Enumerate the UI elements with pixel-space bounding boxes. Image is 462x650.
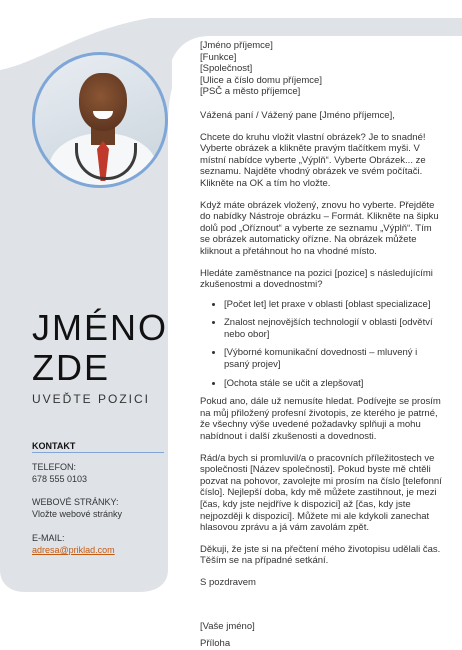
recipient-company[interactable]: [Společnost] bbox=[200, 63, 253, 75]
email-value[interactable] bbox=[32, 545, 115, 555]
phone-value[interactable]: 678 555 0103 bbox=[32, 474, 88, 484]
list-item[interactable]: • Znalost nejnovějších technologií v oblasti [odvětví nebo obor] bbox=[224, 317, 442, 340]
applicant-name[interactable] bbox=[32, 308, 182, 388]
paragraph-6[interactable]: Děkuji, že jste si na přečtení mého životopisu udělali čas. Těším se na případné setkání. bbox=[200, 543, 441, 567]
salutation[interactable]: Vážená paní / Vážený pane [Jméno příjemce], bbox=[200, 109, 395, 121]
photo-head bbox=[79, 73, 127, 131]
closing[interactable]: S pozdravem bbox=[200, 576, 256, 588]
recipient-street[interactable]: [Ulice a číslo domu příjemce] bbox=[200, 74, 322, 86]
skills-list bbox=[200, 299, 442, 390]
recipient-name[interactable]: [Jméno příjemce] bbox=[200, 40, 273, 51]
email-label: E-MAIL: bbox=[32, 533, 65, 543]
paragraph-4[interactable]: Pokud ano, dále už nemusíte hledat. Podívejte se prosím na můj přiložený profesní životopis, ze kterého je patrné, že všechny výše uvedené požadavky splňuji a mohu nabídnout i další zkušenosti a dovednosti. bbox=[200, 396, 441, 443]
paragraph-2[interactable]: Když máte obrázek vložený, znovu ho vyberte. Přejděte do nabídky Nástroje obrázku – Formát. Klikněte na šipku dolů pod „Oříznout“ a vyberte ze seznamu „Výplň“. Tím se obrázek automaticky ořízne. Na obrázek můžete kliknout a přetáhnout ho na vhodné místo. bbox=[200, 199, 439, 257]
website-label: WEBOVÉ STRÁNKY: bbox=[32, 497, 119, 507]
list-item[interactable]: • [Počet let] let praxe v oblasti [oblast specializace] bbox=[224, 299, 442, 311]
contact-heading: KONTAKT bbox=[32, 441, 76, 451]
list-item[interactable]: • [Ochota stále se učit a zlepšovat] bbox=[224, 378, 442, 390]
attachment-note[interactable]: Příloha bbox=[200, 638, 231, 650]
recipient-address bbox=[200, 40, 442, 98]
signature-name[interactable]: [Vaše jméno] bbox=[200, 620, 255, 632]
paragraph-1[interactable]: Chcete do kruhu vložit vlastní obrázek? Je to snadné! Vyberte obrázek a klikněte pravým tlačítkem myši. V místní nabídce vyberte „Výplň“. Vyberte Obrázek... ze seznamu. Najděte vhodný obrázek ve svém počítači. Klikněte na OK a tím ho vložte. bbox=[200, 131, 426, 189]
name-line-1: JMÉNO bbox=[32, 307, 168, 348]
phone-label: TELEFON: bbox=[32, 462, 77, 472]
website-value[interactable]: Vložte webové stránky bbox=[32, 509, 123, 519]
email-link[interactable]: adresa@priklad.com bbox=[32, 545, 115, 555]
list-item[interactable]: • [Výborné komunikační dovednosti – mluvený i psaný projev] bbox=[224, 347, 442, 370]
recipient-function[interactable]: [Funkce] bbox=[200, 51, 237, 63]
applicant-position[interactable]: UVEĎTE POZICI bbox=[32, 392, 151, 406]
paragraph-5[interactable]: Rád/a bych si promluvil/a o pracovních příležitostech ve společnosti [Název společnosti]. Pokud byste mě chtěli pozvat na pohovor, zavolejte mi prosím na číslo [telefonní číslo]. Nejlepší doba, kdy mě můžete zastihnout, je mezi [čas, kdy jste nejdříve k dispozici] až [čas, kdy jste nejpozději k dispozici]. Můžete mi ale kdykoli zanechat hlasovou zprávu a já vám zavolám zpět. bbox=[200, 452, 442, 534]
letter-body bbox=[200, 40, 442, 650]
contact-divider bbox=[32, 452, 164, 453]
name-line-2: ZDE bbox=[32, 347, 110, 388]
profile-photo[interactable] bbox=[32, 52, 168, 188]
paragraph-3[interactable]: Hledáte zaměstnance na pozici [pozice] s následujícími zkušenostmi a dovednostmi? bbox=[200, 267, 433, 291]
recipient-city[interactable]: [PSČ a město příjemce] bbox=[200, 86, 301, 98]
